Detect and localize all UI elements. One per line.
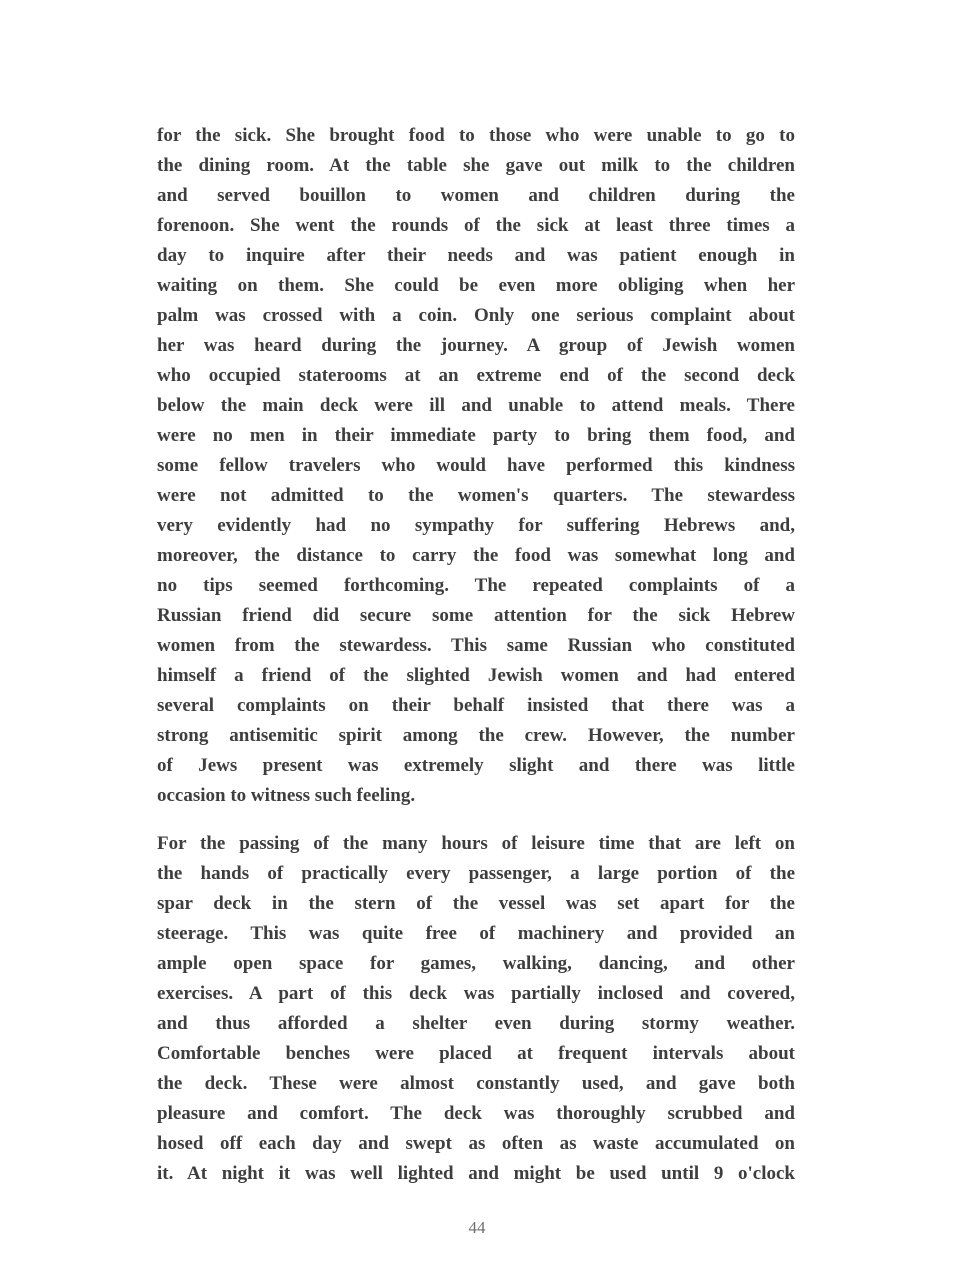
text-line: For the passing of the many hours of leisure time that are left on — [157, 833, 795, 854]
text-line: some fellow travelers who would have performed this kindness — [157, 455, 795, 476]
text-line: pleasure and comfort. The deck was thoroughly scrubbed and — [157, 1103, 795, 1124]
text-line: himself a friend of the slighted Jewish women and had entered — [157, 665, 795, 686]
text-line: who occupied staterooms at an extreme end of the second deck — [157, 365, 795, 386]
text-line: the deck. These were almost constantly used, and gave both — [157, 1073, 795, 1094]
text-line: Comfortable benches were placed at frequent intervals about — [157, 1043, 795, 1064]
page-body-text — [157, 121, 795, 1207]
text-line: the dining room. At the table she gave out milk to the children — [157, 155, 795, 176]
text-line: occasion to witness such feeling. — [157, 785, 416, 806]
text-line: steerage. This was quite free of machinery and provided an — [157, 923, 795, 944]
text-line: and thus afforded a shelter even during stormy weather. — [157, 1013, 795, 1034]
text-line: strong antisemitic spirit among the crew. However, the number — [157, 725, 795, 746]
text-line: for the sick. She brought food to those who were unable to go to — [157, 125, 795, 146]
text-line: her was heard during the journey. A group of Jewish women — [157, 335, 795, 356]
paragraph — [157, 829, 795, 1189]
text-line: women from the stewardess. This same Russian who constituted — [157, 635, 795, 656]
text-line: exercises. A part of this deck was partially inclosed and covered, — [157, 983, 795, 1004]
text-line: several complaints on their behalf insisted that there was a — [157, 695, 795, 716]
text-line: it. At night it was well lighted and might be used until 9 o'clock — [157, 1163, 795, 1184]
text-line: no tips seemed forthcoming. The repeated complaints of a — [157, 575, 795, 596]
text-line: palm was crossed with a coin. Only one serious complaint about — [157, 305, 795, 326]
text-line: and served bouillon to women and children during the — [157, 185, 795, 206]
text-line: very evidently had no sympathy for suffering Hebrews and, — [157, 515, 795, 536]
text-line: of Jews present was extremely slight and there was little — [157, 755, 795, 776]
text-line: were not admitted to the women's quarters. The stewardess — [157, 485, 795, 506]
text-line: waiting on them. She could be even more obliging when her — [157, 275, 795, 296]
text-line: ample open space for games, walking, dancing, and other — [157, 953, 795, 974]
text-line: were no men in their immediate party to bring them food, and — [157, 425, 795, 446]
text-line: moreover, the distance to carry the food was somewhat long and — [157, 545, 795, 566]
text-line: the hands of practically every passenger, a large portion of the — [157, 863, 795, 884]
text-line: hosed off each day and swept as often as waste accumulated on — [157, 1133, 795, 1154]
text-line: spar deck in the stern of the vessel was set apart for the — [157, 893, 795, 914]
page-number: 44 — [468, 1218, 486, 1237]
text-line: below the main deck were ill and unable to attend meals. There — [157, 395, 795, 416]
text-line: forenoon. She went the rounds of the sick at least three times a — [157, 215, 795, 236]
text-line: Russian friend did secure some attention for the sick Hebrew — [157, 605, 795, 626]
paragraph — [157, 121, 795, 811]
text-line: day to inquire after their needs and was patient enough in — [157, 245, 795, 266]
